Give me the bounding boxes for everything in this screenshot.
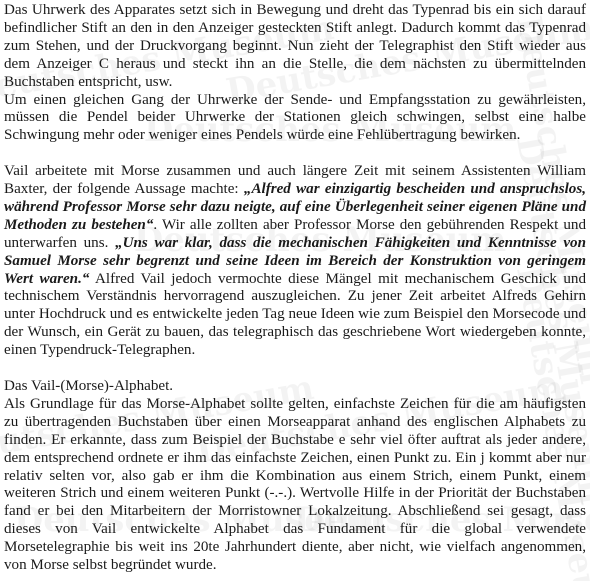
text-segment: Alfred Vail jedoch vermochte diese Mängel mit mechanischem Geschick und technischem Verständnis hervorragend auszugleichen. Zu jener Zeit arbeitet Alfreds Gehirn unter Hochdruck und es entwickelte jeden Tag neue Ideen wie zum Beispiel den Morsecode und der Wunsch, ein Gerät zu bauen, das telegraphisch das geschriebene Wort wiedergeben konnte, einen Typendruck-Telegraphen. (4, 270, 586, 359)
text-segment: Um einen gleichen Gang der Uhrwerke der Sende- und Empfangsstation zu gewährleisten, müssen die Pendel beider Uhrwerke der Stationen gleich schwingen, selbst eine halbe Schwingung mehr oder weniger eines Pendels würde eine Fehlübertragung bewirken. (4, 91, 586, 144)
quotation: „Uns war klar, dass die mechanischen Fähigkeiten und Kenntnisse von Samuel Morse sehr begrenzt und seine Ideen im Bereich der Konstruktion von geringem Wert waren.“ (4, 234, 587, 287)
paragraph (4, 378, 586, 396)
paragraph (4, 92, 586, 146)
text-segment: Als Grundlage für das Morse-Alphabet sollte gelten, einfachste Zeichen für die am häufigsten zu übertragenden Buchstaben über einen Morseapparat anhand des englischen Alphabets zu finden. Er erkannte, dass zum Beispiel der Buchstabe e sehr viel öfter auftrat als jeder andere, dem entsprechend ordnete er ihm das einfachste Zeichen, einen Punkt zu. Ein j kommt aber nur relativ selten vor, also gab er ihm die Kombination aus einem Strich, einem Punkt, einem weiteren Strich und einem weiteren Punkt (-.-.). Wertvolle Hilfe in der Priorität der Buchstaben fand er bei den Mitarbeitern der Morristowner Lokalzeitung. Abschließend sei gesagt, dass dieses von Vail entwickelte Alphabet das Fundament für die global verwendete Morsetelegraphie bis weit ins 20te Jahrhundert diente, aber nicht, wie vielfach angenommen, von Morse selbst begründet wurde. (4, 395, 586, 574)
text-segment: Vail arbeitete mit Morse zusammen und auch längere Zeit mit seinem Assistenten William Baxter, der folgende Aussage machte: (4, 163, 586, 198)
paragraph (4, 2, 586, 92)
paragraph (4, 396, 586, 575)
text-segment: Das Vail-(Morse)-Alphabet. (4, 378, 174, 394)
document-body (4, 2, 586, 575)
text-segment: . Wir alle zollten aber Professor Morse den gebührenden Respekt und unterwarfen uns. (4, 216, 586, 251)
paragraph (4, 163, 586, 360)
text-segment: Das Uhrwerk des Apparates setzt sich in Bewegung und dreht das Typenrad bis ein sich darauf befindlicher Stift an den in den Anzeiger gesteckten Stift anlegt. Dadurch kommt das Typenrad zum Stehen, und der Druckvorgang beginnt. Nun zieht der Telegraphist den Stift wieder aus dem Anzeiger C heraus und steckt ihn an die Stelle, die dem nächsten zu übermittelnden Buchstaben entspricht, usw. (4, 2, 586, 90)
quotation: „Alfred war einzigartig bescheiden und anspruchslos, während Professor Morse sehr dazu neigte, auf eine Überlegenheit seiner eigenen Pläne und Methoden zu bestehen“ (4, 181, 586, 233)
